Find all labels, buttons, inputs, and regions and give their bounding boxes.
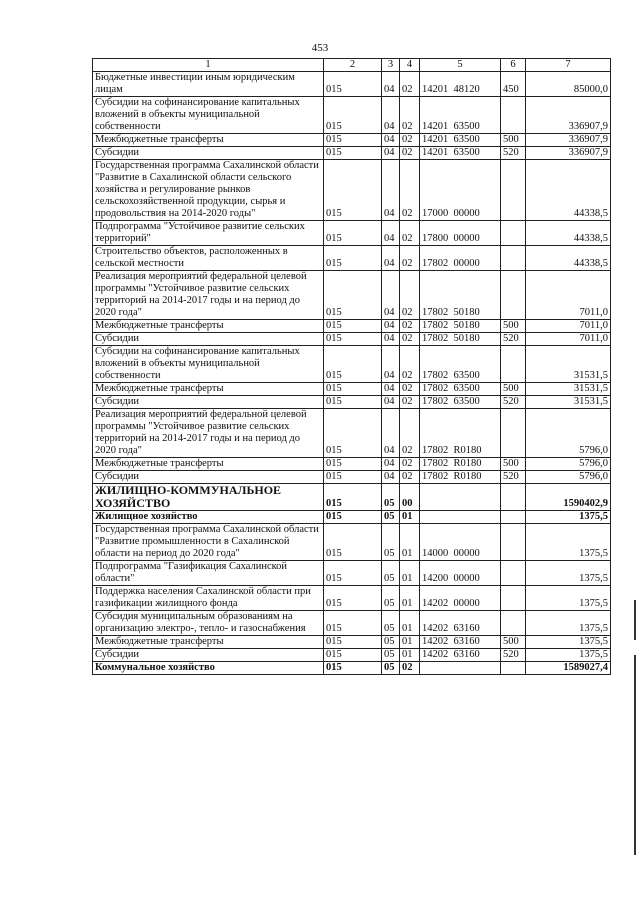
row-name: Подпрограмма "Устойчивое развитие сельских территорий": [93, 221, 324, 246]
row-name: Межбюджетные трансферты: [93, 383, 324, 396]
row-ved-code: 015: [324, 97, 382, 134]
row-ved-code: 015: [324, 333, 382, 346]
row-ved-code: 015: [324, 484, 382, 511]
row-ved-code: 015: [324, 134, 382, 147]
row-expense-type: 500: [501, 383, 526, 396]
row-section-code: 04: [382, 72, 400, 97]
row-expense-type: 520: [501, 649, 526, 662]
row-ved-code: 015: [324, 649, 382, 662]
row-amount: 7011,0: [526, 333, 611, 346]
row-section-code: 05: [382, 636, 400, 649]
table-row: [93, 484, 611, 511]
row-subsection-code: 02: [400, 246, 420, 271]
row-name: Субсидии: [93, 471, 324, 484]
row-ved-code: 015: [324, 320, 382, 333]
row-name: Субсидии на софинансирование капитальных вложений в объекты муниципальной собственности: [93, 346, 324, 383]
row-section-code: 04: [382, 97, 400, 134]
row-amount: 31531,5: [526, 396, 611, 409]
row-section-code: 04: [382, 396, 400, 409]
column-header: 3: [382, 59, 400, 72]
row-target-code: [420, 511, 501, 524]
row-section-code: 04: [382, 458, 400, 471]
row-expense-type: [501, 524, 526, 561]
row-expense-type: [501, 511, 526, 524]
table-row: [93, 524, 611, 561]
column-header: 6: [501, 59, 526, 72]
row-subsection-code: 01: [400, 524, 420, 561]
scan-edge-mark: [634, 600, 636, 640]
row-expense-type: 520: [501, 471, 526, 484]
row-subsection-code: 01: [400, 649, 420, 662]
table-row: [93, 396, 611, 409]
row-expense-type: 500: [501, 134, 526, 147]
row-ved-code: 015: [324, 246, 382, 271]
row-target-code: 17802 50180: [420, 333, 501, 346]
row-target-code: 14201 63500: [420, 134, 501, 147]
row-ved-code: 015: [324, 147, 382, 160]
row-section-code: 04: [382, 320, 400, 333]
row-expense-type: [501, 662, 526, 675]
row-target-code: 17802 R0180: [420, 471, 501, 484]
row-target-code: 17000 00000: [420, 160, 501, 221]
row-expense-type: [501, 409, 526, 458]
row-amount: 44338,5: [526, 221, 611, 246]
row-subsection-code: 02: [400, 147, 420, 160]
table-row: [93, 586, 611, 611]
column-header: 2: [324, 59, 382, 72]
row-target-code: [420, 484, 501, 511]
table-row: [93, 611, 611, 636]
row-amount: 5796,0: [526, 458, 611, 471]
row-ved-code: 015: [324, 271, 382, 320]
row-subsection-code: 02: [400, 160, 420, 221]
row-expense-type: [501, 346, 526, 383]
row-name: Подпрограмма "Газификация Сахалинской области": [93, 561, 324, 586]
row-target-code: 17802 00000: [420, 246, 501, 271]
table-row: [93, 320, 611, 333]
row-subsection-code: 01: [400, 636, 420, 649]
row-name: Реализация мероприятий федеральной целевой программы "Устойчивое развитие сельских территорий на 2014-2017 годы и на период до 2020 года": [93, 271, 324, 320]
row-subsection-code: 01: [400, 586, 420, 611]
row-target-code: 14200 00000: [420, 561, 501, 586]
row-subsection-code: 02: [400, 72, 420, 97]
row-section-code: 05: [382, 561, 400, 586]
column-header: 4: [400, 59, 420, 72]
row-name: Реализация мероприятий федеральной целевой программы "Устойчивое развитие сельских территорий на 2014-2017 годы и на период до 2020 года": [93, 409, 324, 458]
row-target-code: 17802 R0180: [420, 409, 501, 458]
row-target-code: 14201 48120: [420, 72, 501, 97]
row-amount: 7011,0: [526, 271, 611, 320]
row-name: Субсидии: [93, 649, 324, 662]
row-subsection-code: 02: [400, 346, 420, 383]
row-section-code: 04: [382, 346, 400, 383]
row-target-code: 17802 50180: [420, 271, 501, 320]
row-target-code: 14202 63160: [420, 611, 501, 636]
row-ved-code: 015: [324, 524, 382, 561]
row-expense-type: [501, 97, 526, 134]
row-section-code: 04: [382, 471, 400, 484]
row-expense-type: [501, 611, 526, 636]
row-amount: 1589027,4: [526, 662, 611, 675]
row-name: Бюджетные инвестиции иным юридическим лицам: [93, 72, 324, 97]
row-name: Государственная программа Сахалинской области "Развитие в Сахалинской области сельского хозяйства и регулирование рынков сельскохозяйственной продукции, сырья и продовольствия на 2014-2020 годы": [93, 160, 324, 221]
row-expense-type: 500: [501, 458, 526, 471]
row-target-code: 17800 00000: [420, 221, 501, 246]
row-expense-type: 450: [501, 72, 526, 97]
row-amount: 44338,5: [526, 160, 611, 221]
row-amount: 1375,5: [526, 561, 611, 586]
row-amount: 1375,5: [526, 586, 611, 611]
row-subsection-code: 01: [400, 611, 420, 636]
row-amount: 44338,5: [526, 246, 611, 271]
row-name: Субсидии: [93, 147, 324, 160]
table-row: [93, 271, 611, 320]
row-name: Коммунальное хозяйство: [93, 662, 324, 675]
row-subsection-code: 00: [400, 484, 420, 511]
table-row: [93, 561, 611, 586]
row-name: Межбюджетные трансферты: [93, 458, 324, 471]
table-row: [93, 511, 611, 524]
row-section-code: 05: [382, 649, 400, 662]
row-expense-type: [501, 271, 526, 320]
row-name: Межбюджетные трансферты: [93, 134, 324, 147]
row-amount: 31531,5: [526, 383, 611, 396]
row-name: ЖИЛИЩНО-КОММУНАЛЬНОЕ ХОЗЯЙСТВО: [93, 484, 324, 511]
row-amount: 31531,5: [526, 346, 611, 383]
table-row: [93, 649, 611, 662]
row-ved-code: 015: [324, 561, 382, 586]
row-subsection-code: 02: [400, 333, 420, 346]
row-subsection-code: 02: [400, 396, 420, 409]
row-section-code: 04: [382, 134, 400, 147]
table-row: [93, 134, 611, 147]
row-subsection-code: 02: [400, 662, 420, 675]
row-name: Межбюджетные трансферты: [93, 636, 324, 649]
row-ved-code: 015: [324, 511, 382, 524]
row-section-code: 05: [382, 662, 400, 675]
row-expense-type: [501, 484, 526, 511]
scan-edge-mark: [634, 655, 636, 855]
row-ved-code: 015: [324, 471, 382, 484]
page-number: 453: [311, 42, 329, 54]
table-row: [93, 333, 611, 346]
row-section-code: 05: [382, 484, 400, 511]
row-ved-code: 015: [324, 636, 382, 649]
row-amount: 1375,5: [526, 636, 611, 649]
row-expense-type: 500: [501, 320, 526, 333]
row-target-code: 14201 63500: [420, 147, 501, 160]
row-section-code: 04: [382, 246, 400, 271]
row-amount: 1375,5: [526, 511, 611, 524]
column-header: 7: [526, 59, 611, 72]
row-amount: 5796,0: [526, 409, 611, 458]
row-name: Субсидия муниципальным образованиям на организацию электро-, тепло- и газоснабжения: [93, 611, 324, 636]
row-ved-code: 015: [324, 221, 382, 246]
row-amount: 336907,9: [526, 97, 611, 134]
table-row: [93, 147, 611, 160]
row-target-code: 17802 63500: [420, 396, 501, 409]
row-name: Межбюджетные трансферты: [93, 320, 324, 333]
row-amount: 1375,5: [526, 611, 611, 636]
row-section-code: 04: [382, 271, 400, 320]
table-row: [93, 72, 611, 97]
row-expense-type: [501, 246, 526, 271]
row-name: Субсидии на софинансирование капитальных вложений в объекты муниципальной собственности: [93, 97, 324, 134]
row-section-code: 04: [382, 383, 400, 396]
table-row: [93, 636, 611, 649]
row-ved-code: 015: [324, 72, 382, 97]
row-subsection-code: 02: [400, 221, 420, 246]
row-target-code: 14201 63500: [420, 97, 501, 134]
row-target-code: 17802 R0180: [420, 458, 501, 471]
row-name: Субсидии: [93, 333, 324, 346]
row-expense-type: 520: [501, 333, 526, 346]
row-name: Строительство объектов, расположенных в сельской местности: [93, 246, 324, 271]
row-expense-type: 520: [501, 147, 526, 160]
row-target-code: 17802 63500: [420, 346, 501, 383]
row-expense-type: [501, 586, 526, 611]
row-ved-code: 015: [324, 160, 382, 221]
row-expense-type: 520: [501, 396, 526, 409]
table-row: [93, 246, 611, 271]
row-ved-code: 015: [324, 586, 382, 611]
row-amount: 5796,0: [526, 471, 611, 484]
row-name: Поддержка населения Сахалинской области при газификации жилищного фонда: [93, 586, 324, 611]
row-section-code: 04: [382, 221, 400, 246]
row-target-code: [420, 662, 501, 675]
table-row: [93, 471, 611, 484]
row-ved-code: 015: [324, 409, 382, 458]
budget-table: [92, 58, 611, 675]
row-section-code: 05: [382, 524, 400, 561]
row-ved-code: 015: [324, 611, 382, 636]
table-row: [93, 409, 611, 458]
row-ved-code: 015: [324, 383, 382, 396]
row-amount: 336907,9: [526, 147, 611, 160]
table-row: [93, 160, 611, 221]
row-subsection-code: 02: [400, 320, 420, 333]
row-amount: 1590402,9: [526, 484, 611, 511]
row-ved-code: 015: [324, 458, 382, 471]
row-amount: 1375,5: [526, 524, 611, 561]
table-row: [93, 221, 611, 246]
row-subsection-code: 02: [400, 383, 420, 396]
row-target-code: 14000 00000: [420, 524, 501, 561]
header-row: [93, 59, 611, 72]
table-row: [93, 383, 611, 396]
row-ved-code: 015: [324, 396, 382, 409]
row-target-code: 14202 63160: [420, 649, 501, 662]
row-section-code: 05: [382, 586, 400, 611]
row-section-code: 04: [382, 409, 400, 458]
row-name: Жилищное хозяйство: [93, 511, 324, 524]
row-subsection-code: 01: [400, 511, 420, 524]
row-subsection-code: 02: [400, 134, 420, 147]
column-header: 5: [420, 59, 501, 72]
row-subsection-code: 02: [400, 409, 420, 458]
row-target-code: 17802 63500: [420, 383, 501, 396]
row-section-code: 05: [382, 511, 400, 524]
row-name: Государственная программа Сахалинской области "Развитие промышленности в Сахалинской области на период до 2020 года": [93, 524, 324, 561]
row-expense-type: [501, 561, 526, 586]
row-section-code: 04: [382, 160, 400, 221]
row-amount: 7011,0: [526, 320, 611, 333]
row-section-code: 04: [382, 147, 400, 160]
row-subsection-code: 02: [400, 97, 420, 134]
row-section-code: 04: [382, 333, 400, 346]
table-row: [93, 97, 611, 134]
row-name: Субсидии: [93, 396, 324, 409]
row-target-code: 17802 50180: [420, 320, 501, 333]
row-subsection-code: 02: [400, 458, 420, 471]
row-expense-type: [501, 160, 526, 221]
row-subsection-code: 01: [400, 561, 420, 586]
row-amount: 1375,5: [526, 649, 611, 662]
column-header: 1: [93, 59, 324, 72]
row-amount: 336907,9: [526, 134, 611, 147]
table-row: [93, 458, 611, 471]
table-body: [93, 72, 611, 675]
row-ved-code: 015: [324, 346, 382, 383]
row-amount: 85000,0: [526, 72, 611, 97]
row-expense-type: [501, 221, 526, 246]
table-row: [93, 346, 611, 383]
row-ved-code: 015: [324, 662, 382, 675]
row-subsection-code: 02: [400, 471, 420, 484]
row-subsection-code: 02: [400, 271, 420, 320]
row-expense-type: 500: [501, 636, 526, 649]
row-section-code: 05: [382, 611, 400, 636]
table-row: [93, 662, 611, 675]
row-target-code: 14202 00000: [420, 586, 501, 611]
row-target-code: 14202 63160: [420, 636, 501, 649]
